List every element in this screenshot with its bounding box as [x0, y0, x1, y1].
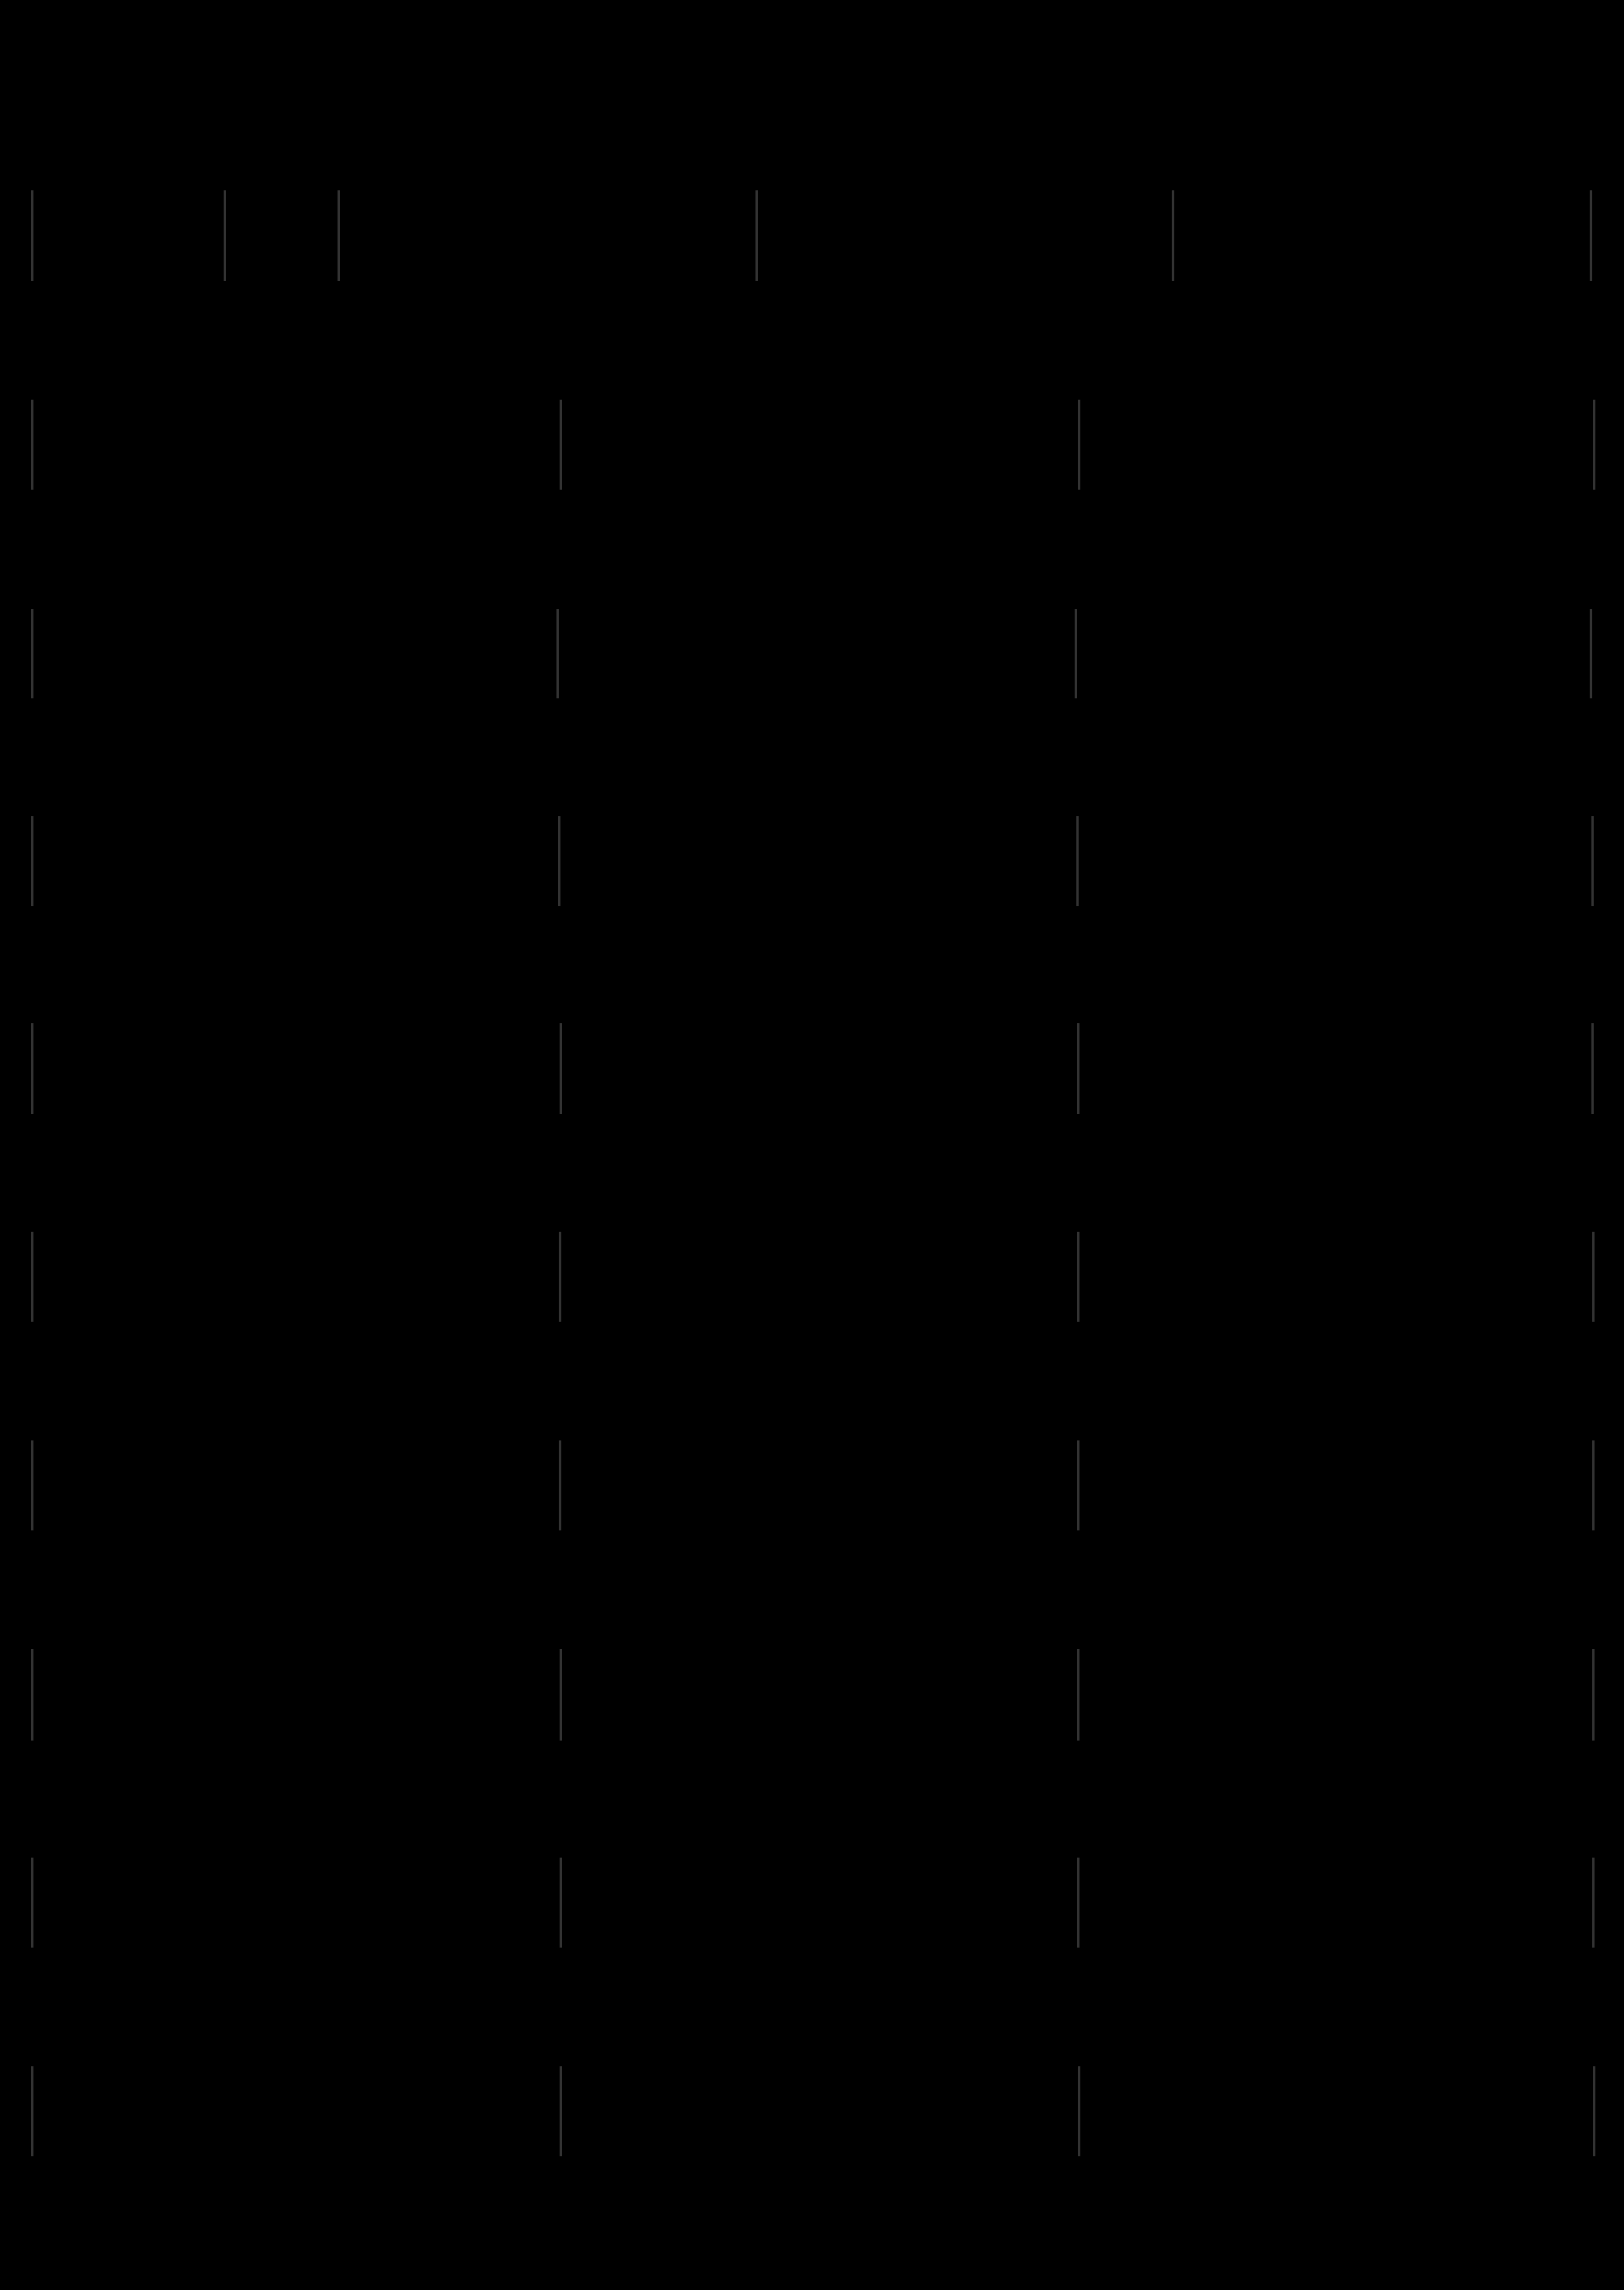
vertical-rule-segment-row2-4 [1593, 400, 1595, 490]
vertical-rule-segment-row9-4 [1592, 1858, 1595, 1948]
vertical-rule-segment-row1-4 [755, 190, 758, 281]
vertical-rule-segment-row8-3 [1077, 1649, 1079, 1741]
vertical-rule-segment-row10-3 [1078, 2066, 1080, 2156]
vertical-rule-segment-row3-4 [1590, 609, 1592, 698]
vertical-rule-segment-row7-2 [559, 1440, 561, 1530]
vertical-rule-segment-row1-6 [1590, 190, 1592, 281]
vertical-rule-segment-row2-2 [560, 400, 562, 490]
vertical-rule-segment-row6-2 [559, 1232, 561, 1322]
vertical-rule-segment-row10-2 [560, 2066, 562, 2156]
vertical-rule-segment-row4-4 [1591, 816, 1594, 906]
vertical-rule-segment-row9-1 [31, 1858, 33, 1948]
vertical-rule-segment-row10-4 [1593, 2066, 1595, 2156]
vertical-rule-segment-row1-1 [31, 190, 33, 281]
vertical-rule-segment-row6-4 [1592, 1232, 1595, 1322]
vertical-rule-segment-row3-1 [31, 609, 33, 698]
vertical-rule-segment-row7-4 [1592, 1440, 1595, 1530]
vertical-rule-segment-row8-1 [31, 1649, 33, 1741]
vertical-rule-segment-row10-1 [31, 2066, 33, 2156]
vertical-rule-segment-row4-2 [558, 816, 560, 906]
vertical-rule-segment-row7-3 [1077, 1440, 1079, 1530]
vertical-rule-segment-row5-3 [1077, 1023, 1079, 1114]
vertical-rule-segment-row8-2 [560, 1649, 562, 1741]
vertical-rule-segment-row8-4 [1592, 1649, 1595, 1741]
vertical-rule-segment-row1-2 [224, 190, 226, 281]
vertical-rule-segment-row1-5 [1172, 190, 1174, 281]
vertical-rule-segment-row2-1 [31, 400, 33, 490]
vertical-rule-segment-row9-3 [1077, 1858, 1079, 1948]
vertical-rule-segment-row4-3 [1076, 816, 1079, 906]
vertical-rule-segment-row2-3 [1078, 400, 1080, 490]
vertical-rule-segment-row4-1 [31, 816, 33, 906]
vertical-rule-segment-row7-1 [31, 1440, 33, 1530]
vertical-rule-segment-row6-3 [1077, 1232, 1079, 1322]
vertical-rule-segment-row9-2 [560, 1858, 562, 1948]
vertical-rule-segment-row6-1 [31, 1232, 33, 1322]
vertical-rule-segment-row5-2 [560, 1023, 562, 1114]
vertical-rule-segment-row5-4 [1591, 1023, 1594, 1114]
vertical-rule-segment-row3-3 [1075, 609, 1077, 698]
vertical-rule-segment-row5-1 [31, 1023, 33, 1114]
vertical-rule-segment-row3-2 [556, 609, 559, 698]
vertical-rule-segment-row1-3 [338, 190, 340, 281]
